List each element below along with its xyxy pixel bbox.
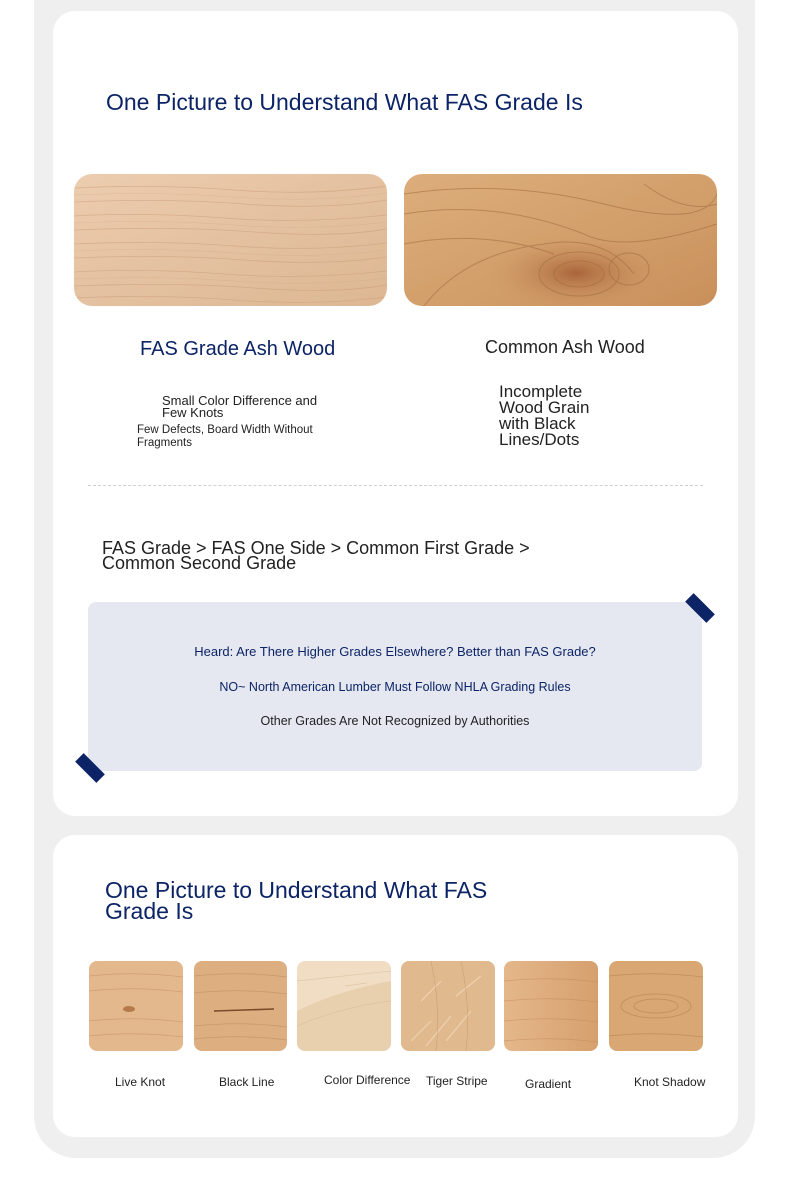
defect-label-black-line: Black Line [219,1075,275,1089]
info-panel [88,602,702,771]
fas-note-color-knots: Small Color Difference and Few Knots [162,393,318,420]
defect-label-gradient: Gradient [525,1077,572,1091]
grade-order: FAS Grade > FAS One Side > Common First Grade > Common Second Grade [102,538,530,573]
tiger-stripe-image [401,961,495,1051]
knot-shadow-image [609,961,703,1051]
fas-note-defects: Few Defects, Board Width Without Fragments [137,424,313,449]
defect-label-knot-shadow: Knot Shadow [634,1075,706,1089]
panel-note: Other Grades Are Not Recognized by Authorities [260,714,530,728]
black-line-image [194,961,287,1051]
fas-ash-wood-image [74,174,387,306]
defect-label-tiger-stripe: Tiger Stripe [426,1074,488,1088]
divider [88,485,703,486]
common-ash-wood-image [404,174,717,306]
section-title: One Picture to Understand What FAS Grade Is [106,89,583,115]
section-title-2: One Picture to Understand What FAS Grade Is [105,877,488,924]
gradient-image [504,961,598,1051]
panel-answer: NO~ North American Lumber Must Follow NHLA Grading Rules [219,680,571,694]
common-note-grain: Incomplete Wood Grain with Black Lines/Dots [499,382,590,449]
defect-label-live-knot: Live Knot [115,1075,166,1089]
live-knot-image [89,961,183,1051]
defect-label-color-difference: Color Difference [324,1073,411,1087]
common-ash-wood-label: Common Ash Wood [485,337,645,357]
fas-ash-wood-label: FAS Grade Ash Wood [140,338,336,360]
color-difference-image [297,961,391,1051]
panel-question: Heard: Are There Higher Grades Elsewhere? Better than FAS Grade? [194,644,596,659]
